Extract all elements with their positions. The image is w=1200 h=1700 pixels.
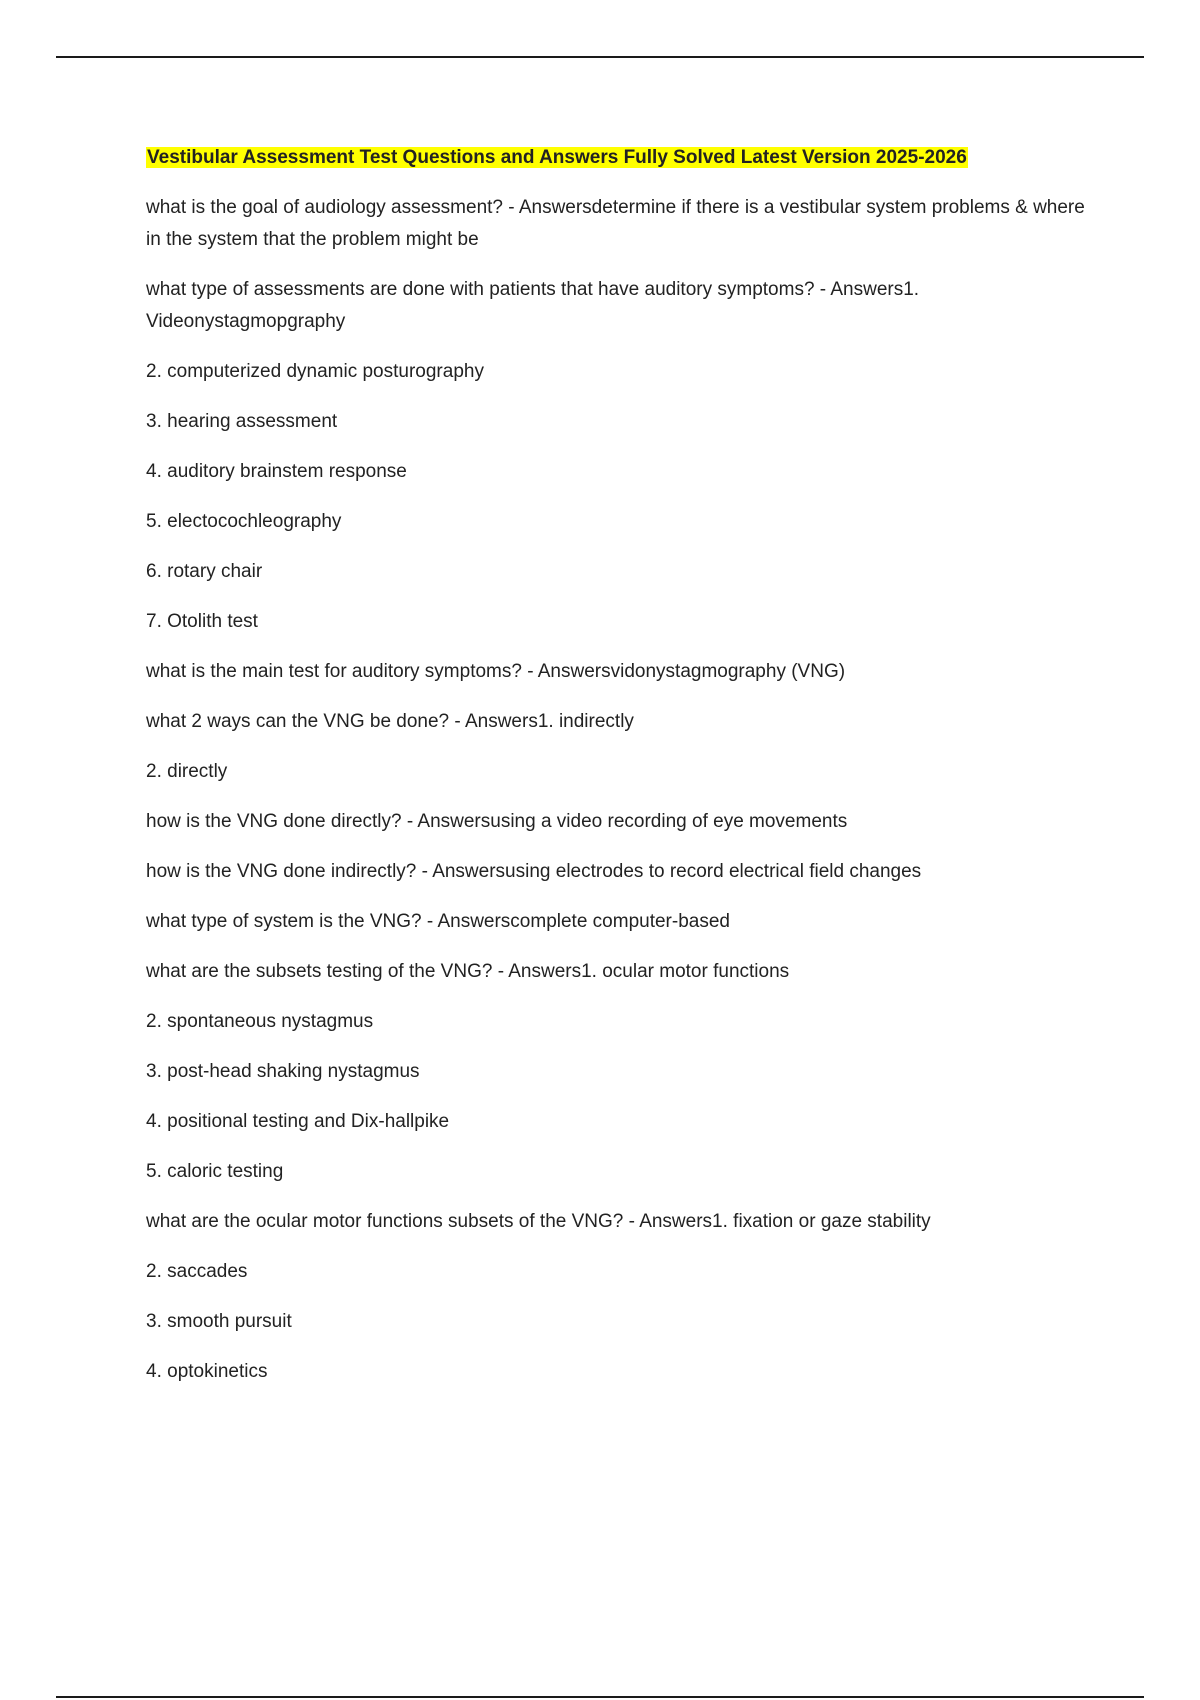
list-item: 6. rotary chair xyxy=(146,561,263,582)
paragraph-ocular-motor-subsets: what are the ocular motor functions subsets of the VNG? - Answers1. fixation or gaze stability xyxy=(146,1211,931,1232)
paragraph-vng-directly: how is the VNG done directly? - Answersusing a video recording of eye movements xyxy=(146,811,848,832)
list-item: 2. computerized dynamic posturography xyxy=(146,361,484,382)
list-item: 5. caloric testing xyxy=(146,1161,284,1182)
paragraph-vng-system-type: what type of system is the VNG? - Answerscomplete computer-based xyxy=(146,911,730,932)
list-item: 4. optokinetics xyxy=(146,1361,268,1382)
list-item: 2. saccades xyxy=(146,1261,248,1282)
header-rule xyxy=(56,56,1144,58)
list-item: 4. auditory brainstem response xyxy=(146,461,407,482)
paragraph-vng-subsets: what are the subsets testing of the VNG? - Answers1. ocular motor functions xyxy=(146,961,790,982)
document-title xyxy=(146,144,1086,172)
document-body xyxy=(146,144,1086,1406)
list-item: 4. positional testing and Dix-hallpike xyxy=(146,1111,450,1132)
paragraph-vng-indirectly: how is the VNG done indirectly? - Answersusing electrodes to record electrical field changes xyxy=(146,861,922,882)
list-item: 3. post-head shaking nystagmus xyxy=(146,1061,420,1082)
footer-rule xyxy=(56,1696,1144,1698)
list-item: 7. Otolith test xyxy=(146,611,258,632)
list-item: 3. hearing assessment xyxy=(146,411,338,432)
list-item: 2. spontaneous nystagmus xyxy=(146,1011,374,1032)
paragraph-main-test: what is the main test for auditory symptoms? - Answersvidonystagmography (VNG) xyxy=(146,661,846,682)
list-item: 3. smooth pursuit xyxy=(146,1311,292,1332)
paragraph-goal-of-assessment: what is the goal of audiology assessment? - Answersdetermine if there is a vestibular system problems & where in the system that the problem might be xyxy=(146,197,1085,250)
list-item: 2. directly xyxy=(146,761,228,782)
title-highlight: Vestibular Assessment Test Questions and Answers Fully Solved Latest Version 2025-2026 xyxy=(147,147,967,168)
paragraph-vng-ways: what 2 ways can the VNG be done? - Answers1. indirectly xyxy=(146,711,634,732)
paragraph-assessment-types: what type of assessments are done with patients that have auditory symptoms? - Answers1. Videonystagmopgraphy xyxy=(146,279,920,332)
list-item: 5. electocochleography xyxy=(146,511,342,532)
